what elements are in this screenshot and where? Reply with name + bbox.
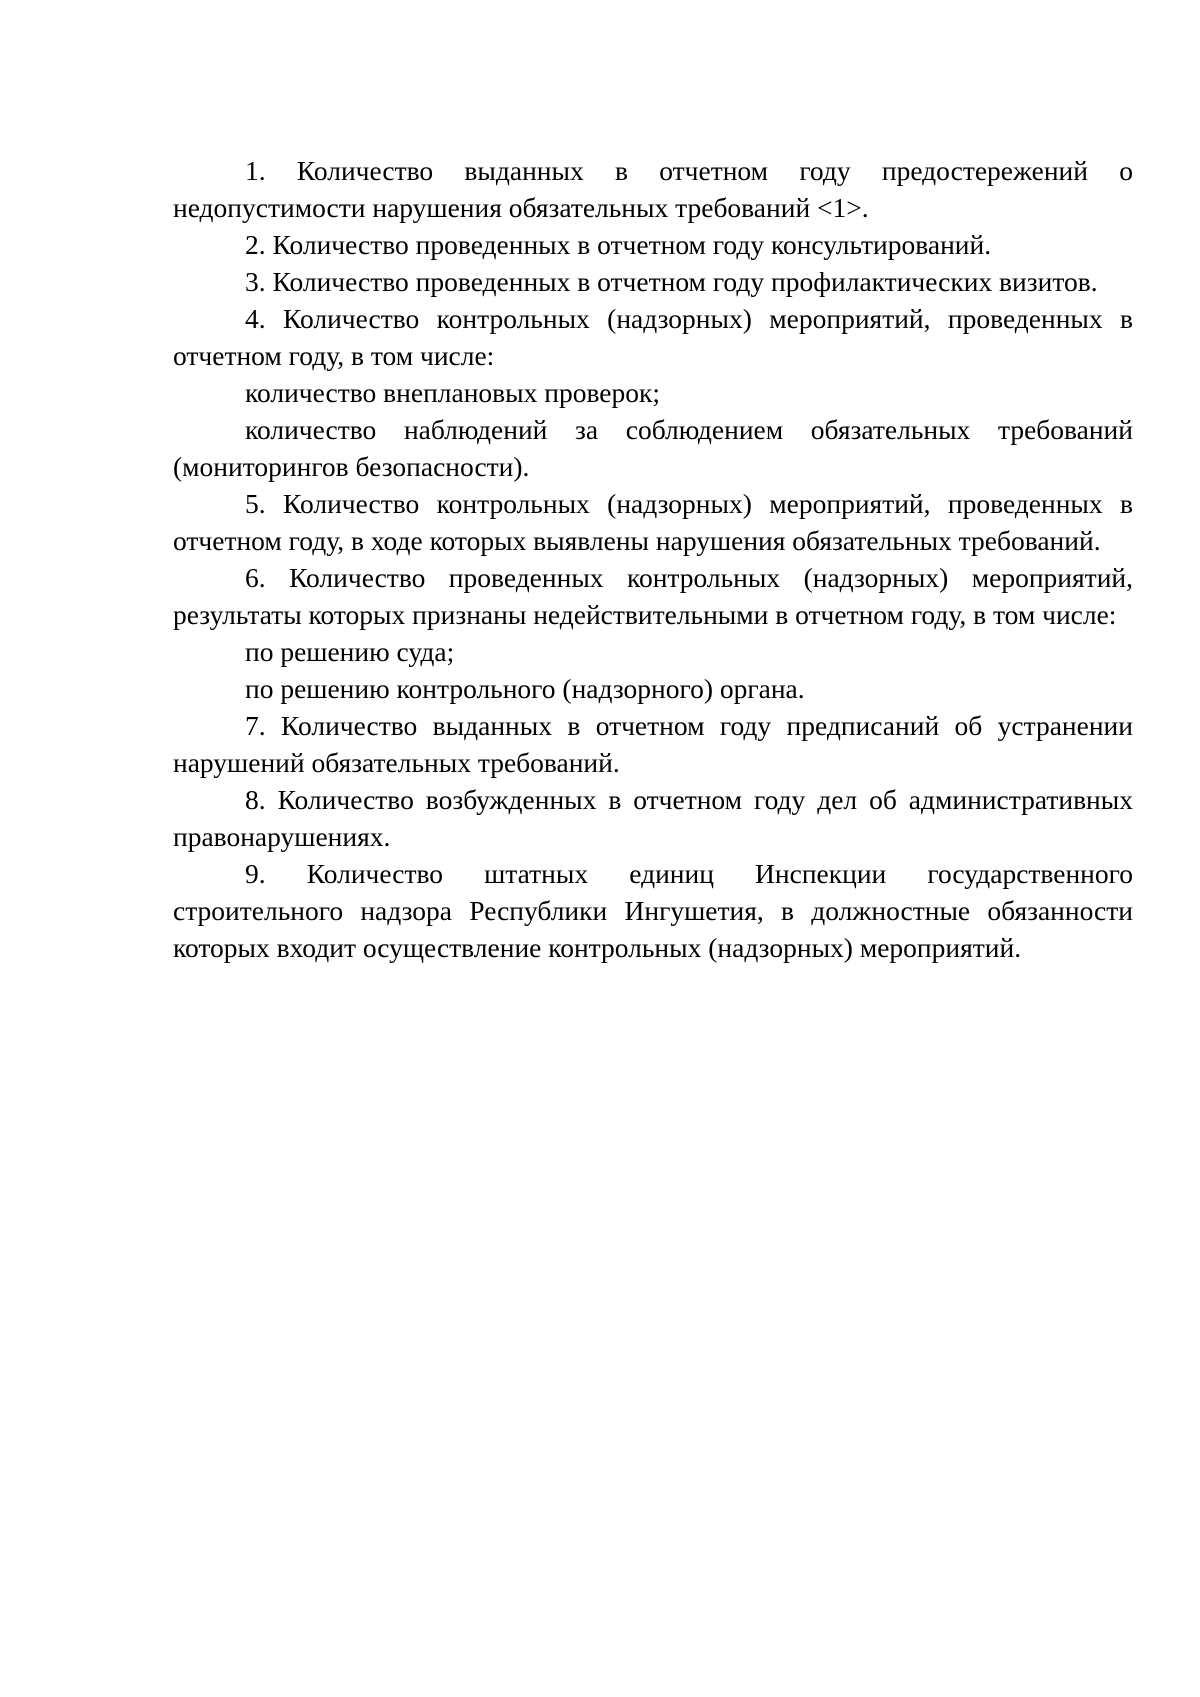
paragraph-subitem-unscheduled-inspections: количество внеплановых проверок;	[245, 377, 661, 408]
paragraph-item-6: 6. Количество проведенных контрольных (надзорных) мероприятий, результаты которых признаны недействительными в отчетном году, в том числе:	[173, 562, 1133, 630]
paragraph-item-8: 8. Количество возбужденных в отчетном году дел об административных правонарушениях.	[173, 784, 1133, 852]
paragraph-item-9: 9. Количество штатных единиц Инспекции государственного строительного надзора Республики Ингушетия, в должностные обязанности которых входит осуществление контрольных (надзорных) мероприятий.	[173, 858, 1133, 963]
paragraph-subitem-safety-monitoring: количество наблюдений за соблюдением обязательных требований (мониторингов безопасности).	[173, 414, 1133, 482]
paragraph-item-4: 4. Количество контрольных (надзорных) мероприятий, проведенных в отчетном году, в том числе:	[173, 303, 1133, 371]
paragraph-item-1: 1. Количество выданных в отчетном году предостережений о недопустимости нарушения обязательных требований <1>.	[173, 155, 1133, 223]
paragraph-item-2: 2. Количество проведенных в отчетном году консультирований.	[245, 229, 992, 260]
paragraph-item-5: 5. Количество контрольных (надзорных) мероприятий, проведенных в отчетном году, в ходе которых выявлены нарушения обязательных требований.	[173, 488, 1133, 556]
paragraph-item-7: 7. Количество выданных в отчетном году предписаний об устранении нарушений обязательных требований.	[173, 710, 1133, 778]
paragraph-item-3: 3. Количество проведенных в отчетном году профилактических визитов.	[245, 266, 1098, 297]
paragraph-subitem-court-decision: по решению суда;	[245, 636, 455, 667]
paragraph-subitem-authority-decision: по решению контрольного (надзорного) органа.	[245, 673, 805, 704]
document-body	[173, 152, 1133, 966]
